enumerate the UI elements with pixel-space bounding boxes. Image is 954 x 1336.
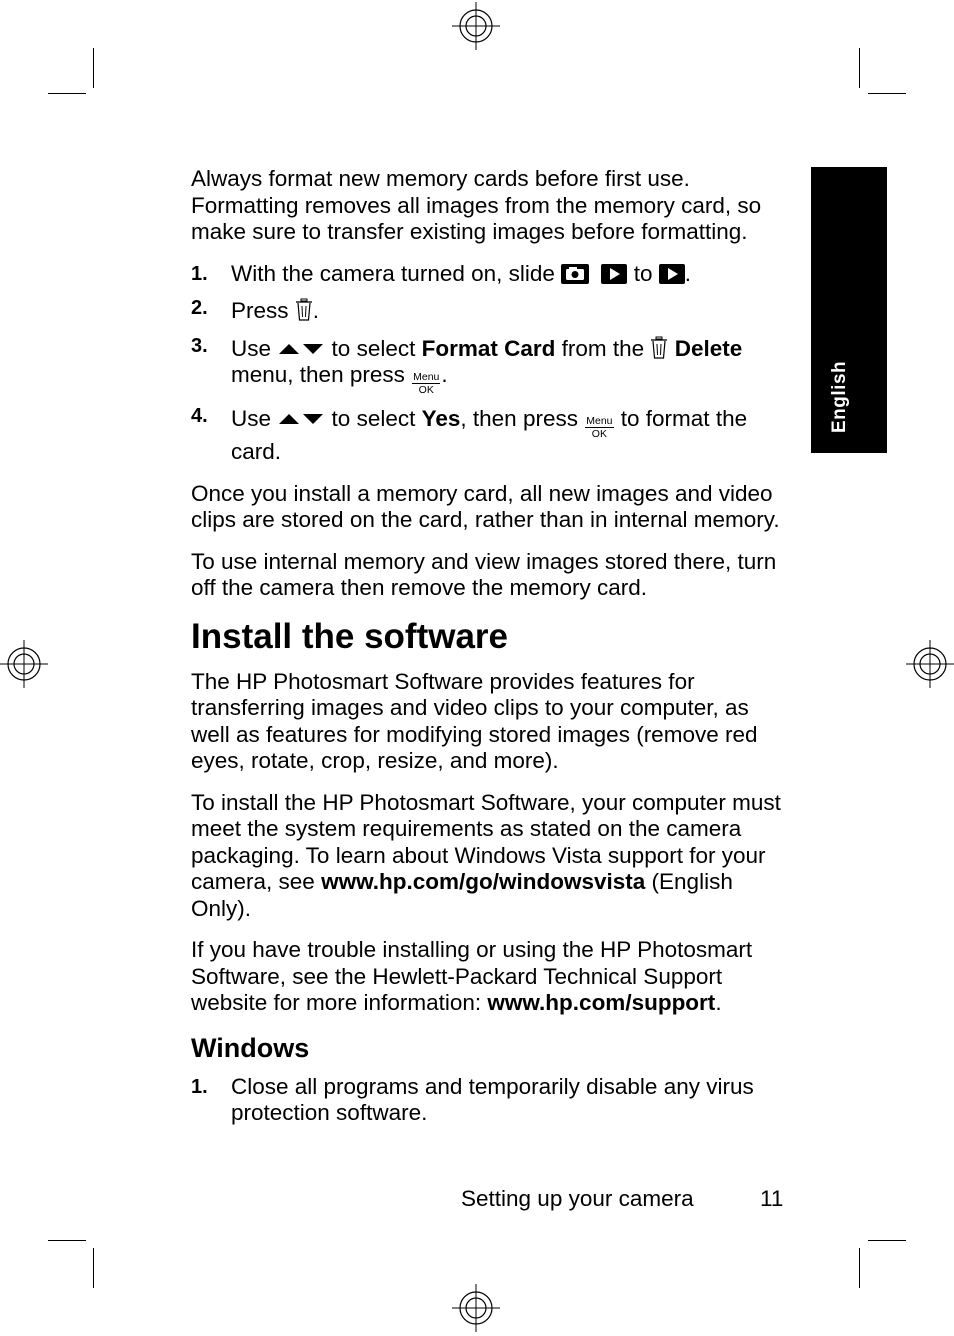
registration-mark-icon (452, 1284, 500, 1332)
playback-icon (659, 264, 685, 284)
crop-mark (48, 93, 86, 94)
menu-ok-icon: Menu OK (413, 371, 440, 396)
step-text: Close all programs and temporarily disable any virus protection software. (231, 1073, 754, 1125)
crop-mark (93, 1248, 94, 1288)
intro-paragraph: Always format new memory cards before first use. Formatting removes all images from the memory card, so make sure to transfer existing images before formatting. (191, 166, 762, 244)
step-text: . (441, 362, 448, 387)
main-content (191, 166, 791, 1142)
format-step-3 (191, 336, 791, 396)
language-tab-label: English (829, 360, 850, 433)
registration-mark-icon (452, 2, 500, 50)
camera-icon (561, 264, 589, 284)
crop-mark (868, 1240, 906, 1241)
step-text: to format the card. (231, 406, 748, 464)
step-text: , then press (460, 406, 578, 431)
registration-mark-icon (0, 640, 48, 688)
windows-step-1 (191, 1074, 791, 1127)
crop-mark (93, 48, 94, 88)
trash-icon (650, 336, 668, 360)
step-number: 3. (191, 334, 208, 357)
requirements-paragraph: To install the HP Photosmart Software, your computer must meet the system requirements as stated on the camera packaging. To learn about Windows Vista support for your camera, see www.hp.com/go/windowsvista (English Only). (191, 789, 781, 921)
format-step-1 (191, 261, 791, 288)
step-number: 4. (191, 405, 208, 427)
windows-steps (191, 1074, 791, 1127)
step-number: 1. (191, 1075, 208, 1098)
format-step-4 (191, 406, 791, 466)
internal-memory-paragraph: To use internal memory and view images stored there, turn off the camera then remove the memory card. (191, 548, 777, 600)
step-number: 1. (191, 262, 208, 285)
step-bold-term: Delete (674, 335, 743, 361)
support-link[interactable]: www.hp.com/support (487, 990, 716, 1015)
crop-mark (48, 1240, 86, 1241)
step-text: Use (231, 406, 272, 431)
step-bold-term: Yes (421, 406, 461, 431)
crop-mark (859, 48, 860, 88)
software-intro-paragraph: The HP Photosmart Software provides features for transferring images and video clips to your computer, as well as features for modifying stored images (remove red eyes, rotate, crop, resize, and more). (191, 668, 758, 773)
windows-vista-link[interactable]: www.hp.com/go/windowsvista (321, 869, 646, 894)
step-text: to select (331, 406, 416, 431)
step-number: 2. (191, 297, 208, 319)
step-text: . (684, 260, 692, 286)
trash-icon (295, 298, 313, 322)
step-text: Use (231, 335, 272, 361)
page-number: 11 (760, 1186, 784, 1211)
step-text: menu, then press (231, 362, 405, 387)
step-text: With the camera turned on, slide (231, 260, 555, 286)
footer-section-title: Setting up your camera (461, 1186, 694, 1211)
playback-icon (601, 264, 627, 284)
section-heading: Install the software (191, 616, 509, 656)
registration-mark-icon (906, 640, 954, 688)
crop-mark (868, 93, 906, 94)
up-down-arrows-icon (277, 411, 325, 425)
step-text: Press (231, 298, 289, 323)
step-bold-term: Format Card (421, 335, 556, 361)
format-steps (191, 261, 791, 466)
subsection-heading: Windows (191, 1032, 310, 1063)
support-paragraph: If you have trouble installing or using the HP Photosmart Software, see the Hewlett-Packard Technical Support website for more information: www.hp.com/support. (191, 937, 753, 1015)
step-text: from the (561, 335, 645, 361)
menu-ok-icon: Menu OK (586, 415, 613, 440)
format-step-2 (191, 298, 791, 325)
step-text: . (312, 298, 320, 323)
step-text: to (633, 260, 653, 286)
memory-card-paragraph: Once you install a memory card, all new images and video clips are stored on the card, rather than in internal memory. (191, 480, 780, 532)
crop-mark (859, 1248, 860, 1288)
step-text: to select (331, 335, 416, 361)
up-down-arrows-icon (277, 341, 325, 355)
